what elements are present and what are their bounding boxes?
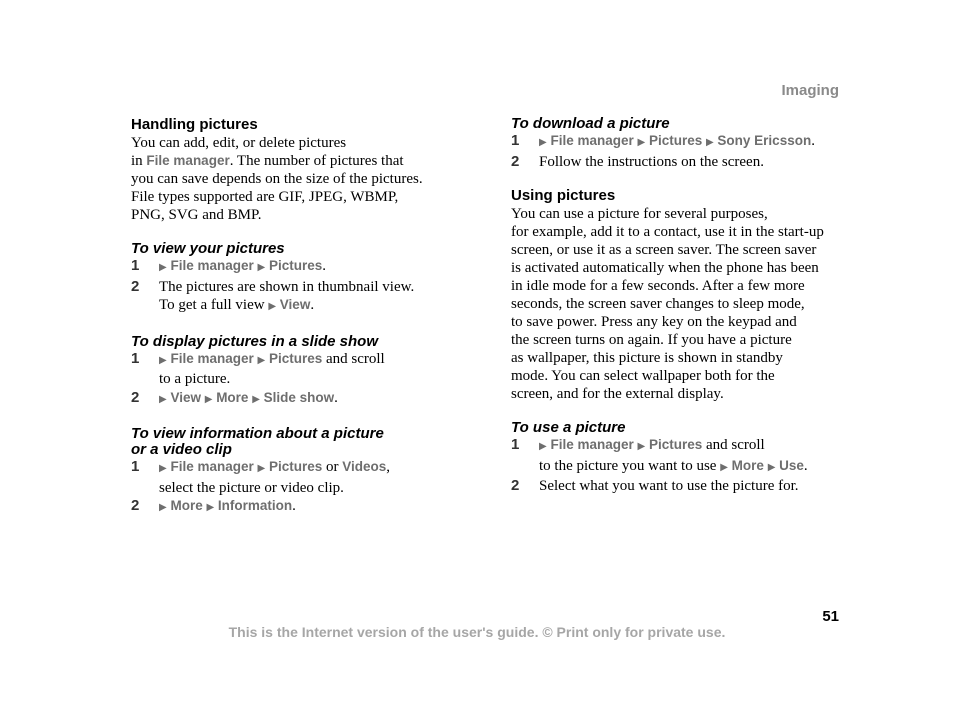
handling-line-1: You can add, edit, or delete pictures: [131, 135, 347, 151]
arrow-right-icon: ▶: [720, 461, 728, 473]
handling-line-5: PNG, SVG and BMP.: [131, 207, 262, 223]
menu-more: More: [216, 389, 249, 405]
using-line-2: for example, add it to a contact, use it in the start-up: [511, 224, 824, 240]
arrow-right-icon: ▶: [257, 354, 266, 366]
view-step-1: 1 ▶ File manager ▶ Pictures.: [131, 257, 326, 274]
menu-sony-ericsson: Sony Ericsson: [717, 133, 812, 148]
view-pictures-section: [131, 241, 461, 317]
menu-pictures: Pictures: [268, 459, 323, 474]
slide-show-section: [131, 334, 461, 410]
use-picture-heading: To use a picture: [511, 419, 626, 436]
step-number: 2: [511, 152, 520, 170]
using-line-1: You can use a picture for several purposes,: [511, 206, 768, 222]
slideshow-step-2: 2 ▶ View ▶ More ▶ Slide show.: [131, 388, 338, 406]
arrow-right-icon: ▶: [539, 137, 547, 148]
menu-file-manager: File manager: [146, 153, 230, 168]
arrow-right-icon: ▶: [257, 463, 266, 474]
using-pictures-section: [511, 187, 846, 403]
arrow-right-icon: ▶: [637, 137, 646, 148]
menu-videos: Videos: [342, 459, 387, 474]
using-line-10: mode. You can select wallpaper both for the: [511, 368, 775, 384]
using-line-11: screen, and for the external display.: [511, 386, 724, 402]
arrow-right-icon: ▶: [159, 262, 167, 273]
handling-pictures-section: [131, 116, 461, 224]
using-line-8: the screen turns on again. If you have a picture: [511, 332, 792, 348]
download-step-1: 1 ▶ File manager ▶ Pictures ▶ Sony Ericsson.: [511, 132, 815, 149]
info-step-2: 2 ▶ More ▶ Information.: [131, 497, 296, 514]
download-section: [511, 116, 846, 171]
footer-notice: This is the Internet version of the user's guide. © Print only for private use.: [228, 624, 726, 640]
using-pictures-heading: Using pictures: [511, 187, 616, 204]
step-number: 2: [131, 277, 140, 295]
info-step-1: 1 ▶ File manager ▶ Pictures or Videos, select the picture or video clip.: [131, 458, 390, 496]
menu-view: View: [170, 389, 201, 405]
step-number: 2: [131, 388, 140, 406]
using-line-4: is activated automatically when the phone has been: [511, 260, 819, 276]
using-line-6: seconds, the screen saver changes to sleep mode,: [511, 296, 805, 312]
use-picture-section: [511, 420, 846, 496]
menu-use: Use: [779, 457, 804, 473]
step-number: 1: [511, 436, 520, 453]
view-step-2: 2 The pictures are shown in thumbnail view. To get a full view ▶ View.: [131, 277, 415, 313]
handling-line-3: you can save depends on the size of the pictures.: [131, 171, 423, 187]
use-step-2: 2 Select what you want to use the picture for.: [511, 477, 799, 494]
using-line-9: as wallpaper, this picture is shown in standby: [511, 350, 783, 366]
left-column: [131, 116, 461, 518]
section-header: Imaging: [781, 82, 839, 99]
arrow-right-icon: ▶: [637, 441, 646, 452]
info-section: [131, 426, 461, 518]
arrow-right-icon: ▶: [159, 502, 167, 513]
menu-file-manager: File manager: [170, 258, 254, 273]
right-column: [511, 116, 846, 496]
arrow-right-icon: ▶: [159, 463, 167, 474]
menu-more: More: [170, 498, 203, 513]
menu-file-manager: File manager: [550, 437, 634, 452]
step-number: 1: [131, 349, 140, 367]
step-number: 1: [511, 132, 520, 149]
step-number: 1: [131, 458, 140, 475]
handling-pictures-heading: Handling pictures: [131, 116, 258, 133]
menu-pictures: Pictures: [268, 350, 323, 366]
step-number: 2: [131, 497, 140, 514]
arrow-right-icon: ▶: [705, 137, 714, 148]
arrow-right-icon: ▶: [252, 393, 260, 405]
step-number: 1: [131, 257, 140, 274]
arrow-right-icon: ▶: [159, 393, 167, 405]
view-pictures-heading: To view your pictures: [131, 240, 285, 257]
slideshow-step-1: 1 ▶ File manager ▶ Pictures and scroll to a picture.: [131, 349, 385, 387]
arrow-right-icon: ▶: [206, 502, 215, 513]
menu-file-manager: File manager: [550, 133, 634, 148]
using-line-5: in idle mode for a few seconds. After a few more: [511, 278, 805, 294]
download-heading: To download a picture: [511, 115, 670, 132]
page-number: 51: [822, 608, 839, 625]
info-heading: To view information about a picture or a video clip: [131, 425, 384, 458]
arrow-right-icon: ▶: [539, 441, 547, 452]
handling-line-4: File types supported are GIF, JPEG, WBMP,: [131, 189, 399, 205]
slide-show-heading: To display pictures in a slide show: [131, 332, 379, 350]
arrow-right-icon: ▶: [767, 461, 776, 473]
arrow-right-icon: ▶: [268, 301, 277, 312]
arrow-right-icon: ▶: [159, 354, 167, 366]
menu-slide-show: Slide show: [263, 389, 335, 405]
menu-file-manager: File manager: [170, 459, 254, 474]
menu-view: View: [279, 297, 311, 312]
step-number: 2: [511, 477, 520, 494]
menu-pictures: Pictures: [648, 133, 703, 148]
handling-line-2: in File manager. The number of pictures that: [131, 153, 404, 169]
arrow-right-icon: ▶: [204, 393, 213, 405]
menu-pictures: Pictures: [268, 258, 323, 273]
menu-file-manager: File manager: [170, 350, 254, 366]
arrow-right-icon: ▶: [257, 262, 266, 273]
using-line-3: screen, or use it as a screen saver. The screen saver: [511, 242, 817, 258]
use-step-1: 1 ▶ File manager ▶ Pictures and scroll to the picture you want to use ▶ More ▶ Use.: [511, 436, 808, 474]
download-step-2: 2 Follow the instructions on the screen.: [511, 152, 764, 170]
menu-more: More: [731, 457, 764, 473]
menu-information: Information: [217, 498, 293, 513]
using-line-7: to save power. Press any key on the keypad and: [511, 314, 797, 330]
menu-pictures: Pictures: [648, 437, 703, 452]
